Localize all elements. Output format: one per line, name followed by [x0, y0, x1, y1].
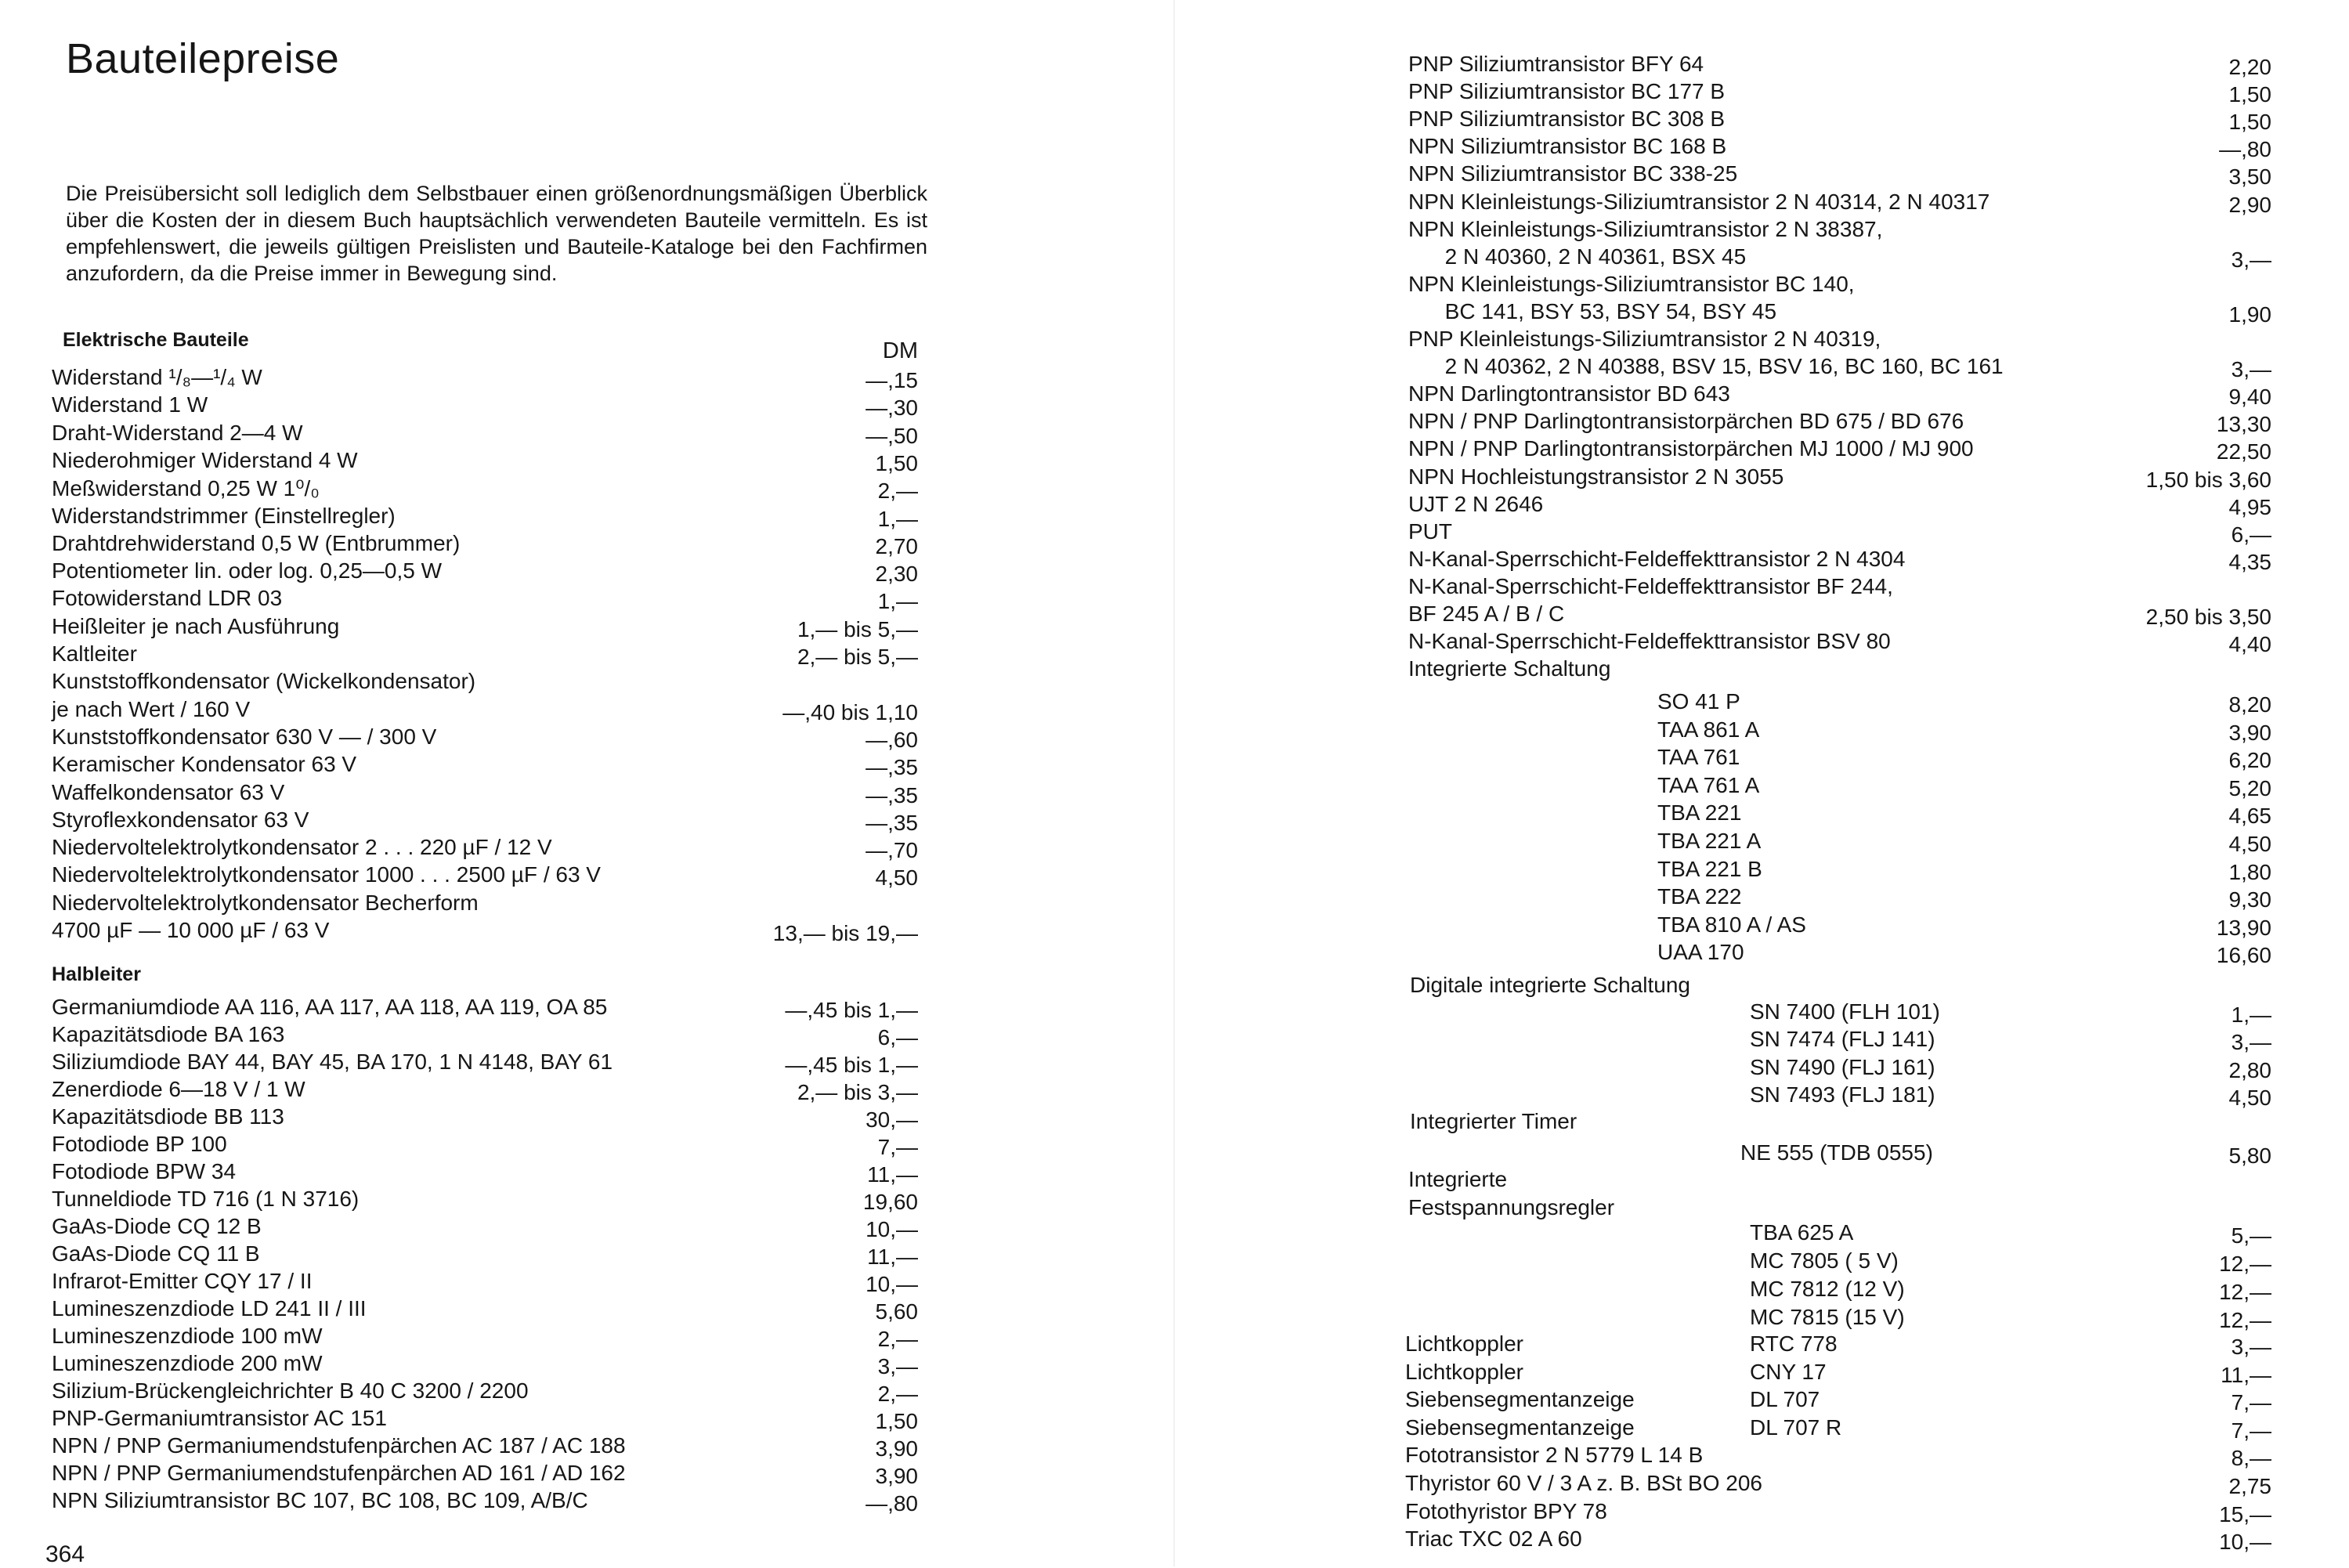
part-row — [52, 1104, 918, 1133]
part-price: 8,20 — [2228, 692, 2271, 717]
part-label: Fotothyristor BPY 78 — [1405, 1498, 1607, 1523]
part-row — [1405, 1499, 2271, 1527]
part-row — [1408, 244, 2271, 273]
part-price: 2,— bis 3,— — [797, 1080, 918, 1104]
part-label: Widerstandstrimmer (Einstellregler) — [52, 503, 396, 528]
part-row — [1408, 464, 2271, 493]
part-price: —,35 — [866, 755, 918, 780]
part-label: Siliziumdiode BAY 44, BAY 45, BA 170, 1 N 4148, BAY 61 — [52, 1050, 613, 1074]
part-label: Thyristor 60 V / 3 A z. B. BSt BO 206 — [1405, 1471, 1762, 1495]
part-label: NPN / PNP Darlingtontransistorpärchen MJ 1000 / MJ 900 — [1408, 436, 1974, 461]
part-label: NPN / PNP Darlingtontransistorpärchen BD 675 / BD 676 — [1408, 409, 1964, 434]
part-label: PUT — [1408, 518, 1452, 544]
part-row — [52, 1132, 918, 1160]
part-row — [52, 1241, 918, 1270]
part-row — [52, 1187, 918, 1215]
timer-heading: Integrierter Timer — [1410, 1109, 1577, 1133]
part-label: Niederohmiger Widerstand 4 W — [52, 447, 358, 472]
part-row — [1750, 1082, 2271, 1111]
part-price: 5,80 — [2228, 1143, 2271, 1168]
part-label: Widerstand ¹/₈—¹/₄ W — [52, 365, 262, 389]
part-label: NPN Siliziumtransistor BC 107, BC 108, BC 109, A/B/C — [52, 1488, 588, 1512]
page-number: 364 — [45, 1541, 85, 1567]
part-label: Kaltleiter — [52, 641, 137, 666]
part-row — [52, 1433, 918, 1461]
part-row — [1405, 1471, 2271, 1499]
part-label: Keramischer Kondensator 63 V — [52, 752, 357, 777]
part-label: TBA 221 B — [1657, 856, 1762, 881]
part-row — [52, 669, 918, 697]
part-label: GaAs-Diode CQ 12 B — [52, 1214, 262, 1238]
part-label: Waffelkondensator 63 V — [52, 779, 285, 804]
part-row — [52, 1022, 918, 1050]
part-price: 10,— — [866, 1217, 918, 1241]
part-row — [1657, 773, 2271, 801]
part-row — [52, 448, 918, 476]
part-price: 5,60 — [875, 1299, 918, 1324]
part-label: Kunststoffkondensator (Wickelkondensator) — [52, 669, 476, 694]
part-row — [52, 1269, 918, 1297]
part-label: Styroflexkondensator 63 V — [52, 807, 309, 832]
digital-ic-heading: Digitale integrierte Schaltung — [1410, 973, 1690, 997]
part-label: Fotodiode BPW 34 — [52, 1159, 237, 1183]
part-label: NPN Siliziumtransistor BC 338-25 — [1408, 161, 1738, 186]
part-label: PNP Siliziumtransistor BC 177 B — [1408, 79, 1726, 104]
part-price: 4,35 — [2228, 549, 2271, 574]
part-row — [52, 1351, 918, 1379]
part-label: Silizium-Brückengleichrichter B 40 C 3200 / 2200 — [52, 1378, 529, 1403]
part-row — [1405, 1415, 2271, 1443]
part-row — [1408, 107, 2271, 135]
part-label: Potentiometer lin. oder log. 0,25—0,5 W — [52, 558, 443, 583]
part-price: 2,20 — [2228, 55, 2271, 79]
part-row — [1408, 656, 2271, 685]
part-row — [52, 891, 918, 919]
part-price: —,35 — [866, 810, 918, 835]
part-label: Germaniumdiode AA 116, AA 117, AA 118, AA 119, OA 85 — [52, 995, 608, 1019]
part-row — [1405, 1331, 2271, 1360]
part-price: 1,50 — [875, 450, 918, 475]
part-label: NPN Hochleistungstransistor 2 N 3055 — [1408, 464, 1784, 489]
part-price: 7,— — [2231, 1390, 2271, 1415]
part-label: PNP-Germaniumtransistor AC 151 — [52, 1406, 387, 1430]
part-price: 3,90 — [875, 1436, 918, 1461]
part-label: Triac TXC 02 A 60 — [1405, 1526, 1582, 1552]
part-row — [52, 614, 918, 642]
part-label: Zenerdiode 6—18 V / 1 W — [52, 1077, 305, 1101]
part-row — [52, 392, 918, 421]
part-label: Lichtkoppler — [1405, 1359, 1523, 1384]
part-row — [1408, 79, 2271, 107]
part-label: MC 7812 (12 V) — [1750, 1277, 1905, 1301]
part-price: —,35 — [866, 782, 918, 807]
part-row — [52, 807, 918, 836]
part-row — [52, 586, 918, 614]
part-row — [52, 1324, 918, 1352]
part-price: 11,— — [2221, 1362, 2271, 1387]
part-row — [1405, 1360, 2271, 1388]
part-label: SN 7493 (FLJ 181) — [1750, 1082, 1935, 1107]
part-price: 3,90 — [2228, 720, 2271, 745]
part-row — [1657, 884, 2271, 912]
part-price: 3,— — [2231, 357, 2271, 382]
part-row — [52, 835, 918, 863]
part-label: Integrierte Schaltung — [1408, 656, 1611, 681]
part-price: 13,— bis 19,— — [772, 921, 918, 945]
part-price: 16,60 — [2216, 943, 2271, 968]
part-row — [1750, 1220, 2271, 1248]
part-label: TAA 761 — [1657, 745, 1740, 770]
part-label: BC 141, BSY 53, BSY 54, BSY 45 — [1408, 298, 1777, 323]
part-row — [52, 780, 918, 808]
part-price: 4,95 — [2228, 494, 2271, 519]
part-price: —,30 — [866, 396, 918, 421]
part-price: —,60 — [866, 727, 918, 752]
part-price: 1,— bis 5,— — [797, 616, 918, 641]
section-heading-semiconductors: Halbleiter — [52, 963, 141, 985]
part-row — [1408, 272, 2271, 300]
part-row — [1750, 1055, 2271, 1083]
part-label: 2 N 40362, 2 N 40388, BSV 15, BSV 16, BC 160, BC 161 — [1408, 354, 2004, 379]
part-row — [1408, 190, 2271, 218]
part-label: Fotowiderstand LDR 03 — [52, 586, 283, 611]
part-label: TBA 221 — [1657, 800, 1742, 826]
part-price: 10,— — [866, 1272, 918, 1296]
part-row — [52, 697, 918, 725]
part-price: —,80 — [2219, 137, 2271, 162]
part-row — [52, 862, 918, 891]
part-price: 1,50 — [875, 1409, 918, 1433]
part-label: NPN / PNP Germaniumendstufenpärchen AC 187 / AC 188 — [52, 1433, 626, 1458]
part-row — [1408, 134, 2271, 162]
part-row — [1657, 689, 2271, 717]
part-label: Lumineszenzdiode 100 mW — [52, 1324, 323, 1348]
part-price: 8,— — [2231, 1446, 2271, 1471]
part-price: 10,— — [2219, 1530, 2271, 1555]
part-row — [52, 558, 918, 587]
part-row — [1657, 745, 2271, 773]
part-label: NPN Kleinleistungs-Siliziumtransistor BC 140, — [1408, 271, 1855, 296]
part-row — [1408, 381, 2271, 410]
part-label: SO 41 P — [1657, 689, 1740, 714]
part-price: 4,50 — [2228, 832, 2271, 856]
left-page — [0, 0, 1175, 1566]
part-row — [52, 1159, 918, 1187]
currency-header: DM — [882, 338, 918, 363]
part-row — [1750, 1277, 2271, 1305]
part-label: Kapazitätsdiode BA 163 — [52, 1022, 285, 1046]
part-price: 5,— — [2231, 1223, 2271, 1248]
part-label: je nach Wert / 160 V — [52, 696, 251, 721]
part-row — [1750, 1027, 2271, 1055]
part-type: RTC 778 — [1750, 1331, 1838, 1356]
part-row — [52, 724, 918, 753]
part-row — [1750, 999, 2271, 1028]
part-row — [52, 1461, 918, 1489]
part-price: 1,50 — [2228, 82, 2271, 107]
part-label: MC 7805 ( 5 V) — [1750, 1248, 1899, 1273]
part-label: UJT 2 N 2646 — [1408, 491, 1544, 516]
part-row — [1408, 52, 2271, 80]
part-price: 1,— — [2231, 1003, 2271, 1027]
part-label: PNP Siliziumtransistor BFY 64 — [1408, 52, 1704, 76]
part-label: Fotodiode BP 100 — [52, 1132, 227, 1156]
part-row — [52, 421, 918, 449]
part-type: DL 707 R — [1750, 1414, 1842, 1440]
part-price: 11,— — [867, 1162, 918, 1187]
part-label: Lumineszenzdiode LD 241 II / III — [52, 1296, 367, 1321]
part-row — [1408, 436, 2271, 464]
part-price: 7,— — [2231, 1418, 2271, 1443]
page-title: Bauteilepreise — [66, 35, 340, 82]
part-row — [52, 475, 918, 504]
part-label: N-Kanal-Sperrschicht-Feldeffekttransistor 2 N 4304 — [1408, 546, 1906, 571]
part-label: TAA 861 A — [1657, 717, 1760, 742]
section-heading-electrical: Elektrische Bauteile — [63, 329, 249, 351]
part-label: Lichtkoppler — [1405, 1331, 1523, 1356]
part-row — [1657, 717, 2271, 746]
part-price: 6,20 — [2228, 748, 2271, 773]
part-row — [1405, 1526, 2271, 1555]
part-row — [1750, 1248, 2271, 1277]
part-price: 12,— — [2219, 1308, 2271, 1332]
part-label: SN 7400 (FLH 101) — [1750, 999, 1940, 1024]
part-row — [1657, 800, 2271, 829]
part-label: TBA 625 A — [1750, 1220, 1854, 1245]
part-label: Niedervoltelektrolytkondensator 1000 . . . 2500 µF / 63 V — [52, 862, 601, 887]
part-price: 13,90 — [2216, 915, 2271, 940]
part-label: Heißleiter je nach Ausführung — [52, 613, 340, 638]
part-label: N-Kanal-Sperrschicht-Feldeffekttransistor BSV 80 — [1408, 629, 1891, 654]
part-price: 3,50 — [2228, 164, 2271, 190]
part-label: NPN Kleinleistungs-Siliziumtransistor 2 N 38387, — [1408, 216, 1883, 241]
part-label: TBA 810 A / AS — [1657, 912, 1806, 937]
part-type: CNY 17 — [1750, 1359, 1827, 1384]
part-price: 4,65 — [2228, 804, 2271, 829]
intro-paragraph: Die Preisübersicht soll lediglich dem Selbstbauer einen größenordnungsmäßigen Überblick über die Kosten der in diesem Buch hauptsächlich verwendeten Bauteile vermitteln. Es ist empfehlenswert, die jeweils gültigen Preislisten und Bauteile-Kataloge bei den Fachfirmen anzufordern, da die Preise immer in Bewegung sind. — [66, 182, 927, 285]
part-label: Meßwiderstand 0,25 W 1⁰/₀ — [52, 476, 320, 501]
part-row — [52, 995, 918, 1023]
part-price: 2,75 — [2228, 1474, 2271, 1498]
timer-row — [1740, 1140, 2271, 1169]
part-price: 3,— — [2231, 1030, 2271, 1055]
part-row — [52, 1077, 918, 1105]
part-price: 3,— — [2231, 247, 2271, 272]
part-label: Niedervoltelektrolytkondensator Becherform — [52, 890, 479, 915]
part-label: NPN / PNP Germaniumendstufenpärchen AD 161 / AD 162 — [52, 1461, 626, 1485]
part-label: Fototransistor 2 N 5779 L 14 B — [1405, 1443, 1704, 1468]
part-label: Lumineszenzdiode 200 mW — [52, 1351, 323, 1375]
part-label: SN 7474 (FLJ 141) — [1750, 1027, 1935, 1052]
part-price: 12,— — [2219, 1252, 2271, 1276]
part-price: 6,— — [2231, 522, 2271, 547]
part-row — [1408, 574, 2271, 602]
part-label: TBA 222 — [1657, 884, 1742, 909]
part-row — [1408, 354, 2271, 382]
part-price: 6,— — [877, 1025, 918, 1050]
part-price: 2,50 bis 3,50 — [2145, 605, 2271, 629]
part-price: 5,20 — [2228, 775, 2271, 800]
part-row — [52, 641, 918, 670]
part-label: PNP Kleinleistungs-Siliziumtransistor 2 N 40319, — [1408, 327, 1881, 351]
part-price: —,45 bis 1,— — [785, 1053, 918, 1077]
part-row — [1408, 547, 2271, 575]
part-row — [1405, 1443, 2271, 1471]
part-price: —,80 — [866, 1491, 918, 1516]
part-label: Niedervoltelektrolytkondensator 2 . . . 220 µF / 12 V — [52, 835, 552, 860]
part-row — [52, 918, 918, 946]
part-price: 3,— — [877, 1354, 918, 1378]
part-label: UAA 170 — [1657, 940, 1744, 965]
part-row — [1408, 327, 2271, 355]
part-row — [1408, 492, 2271, 520]
part-label: Siebensegmentanzeige — [1405, 1414, 1635, 1440]
part-price: 2,— bis 5,— — [797, 645, 918, 669]
part-price: 2,80 — [2228, 1057, 2271, 1082]
part-price: 22,50 — [2216, 439, 2271, 464]
part-label: BF 245 A / B / C — [1408, 602, 1565, 626]
right-page — [1175, 0, 2349, 1566]
part-row — [52, 1050, 918, 1078]
part-label: NE 555 (TDB 0555) — [1740, 1140, 1933, 1165]
part-price: 4,50 — [875, 865, 918, 891]
part-row — [1657, 857, 2271, 885]
part-label: Drahtdrehwiderstand 0,5 W (Entbrummer) — [52, 530, 461, 555]
part-row — [1408, 409, 2271, 437]
part-price: 2,90 — [2228, 192, 2271, 217]
part-label: SN 7490 (FLJ 161) — [1750, 1054, 1935, 1079]
part-price: 7,— — [877, 1135, 918, 1159]
part-price: 11,— — [867, 1245, 918, 1269]
part-row — [52, 365, 918, 393]
part-label: PNP Siliziumtransistor BC 308 B — [1408, 107, 1726, 132]
part-label: GaAs-Diode CQ 11 B — [52, 1241, 260, 1266]
part-price: 2,— — [877, 479, 918, 504]
part-price: 12,— — [2219, 1280, 2271, 1304]
part-label: NPN Siliziumtransistor BC 168 B — [1408, 134, 1727, 159]
part-row — [52, 752, 918, 780]
part-row — [1657, 912, 2271, 941]
part-row — [1657, 940, 2271, 968]
part-price: 1,50 — [2228, 110, 2271, 135]
part-row — [1408, 161, 2271, 190]
part-price: 9,30 — [2228, 887, 2271, 912]
part-row — [1750, 1305, 2271, 1333]
part-row — [52, 1378, 918, 1407]
part-row — [52, 1214, 918, 1242]
part-label: Infrarot-Emitter CQY 17 / II — [52, 1269, 313, 1293]
part-price: 9,40 — [2228, 385, 2271, 410]
part-label: Kunststoffkondensator 630 V — / 300 V — [52, 724, 437, 749]
part-label: 4700 µF — 10 000 µF / 63 V — [52, 918, 330, 942]
part-row — [52, 1296, 918, 1324]
part-label: N-Kanal-Sperrschicht-Feldeffekttransistor BF 244, — [1408, 573, 1893, 598]
part-label: 2 N 40360, 2 N 40361, BSX 45 — [1408, 244, 1747, 269]
part-row — [1408, 629, 2271, 657]
part-row — [52, 1406, 918, 1434]
part-label: Kapazitätsdiode BB 113 — [52, 1104, 284, 1129]
part-price: 15,— — [2219, 1501, 2271, 1526]
part-price: 1,90 — [2228, 302, 2271, 327]
part-price: 1,— — [877, 589, 918, 614]
part-type: DL 707 — [1750, 1387, 1820, 1412]
part-row — [1408, 299, 2271, 327]
part-price: 1,50 bis 3,60 — [2145, 467, 2271, 492]
part-label: Tunneldiode TD 716 (1 N 3716) — [52, 1187, 360, 1211]
part-price: 19,60 — [862, 1190, 918, 1214]
part-price: 2,70 — [875, 533, 918, 558]
part-price: 4,40 — [2228, 632, 2271, 657]
part-row — [52, 1488, 918, 1516]
part-price: —,15 — [866, 368, 918, 392]
part-price: 3,— — [2231, 1335, 2271, 1359]
regulator-heading-line2: Festspannungsregler — [1408, 1195, 1615, 1219]
part-price: 2,— — [877, 1382, 918, 1406]
part-label: Siebensegmentanzeige — [1405, 1387, 1635, 1412]
part-price: 2,— — [877, 1327, 918, 1351]
part-row — [1408, 217, 2271, 245]
regulator-heading-line1: Integrierte — [1408, 1167, 1508, 1191]
part-price: —,45 bis 1,— — [785, 998, 918, 1022]
part-price: 1,— — [877, 506, 918, 531]
part-row — [52, 504, 918, 532]
part-label: TAA 761 A — [1657, 772, 1760, 797]
part-price: 30,— — [866, 1107, 918, 1132]
part-label: MC 7815 (15 V) — [1750, 1305, 1905, 1329]
part-label: Widerstand 1 W — [52, 392, 208, 417]
part-label: NPN Darlingtontransistor BD 643 — [1408, 381, 1730, 406]
part-row — [52, 531, 918, 559]
part-price: 2,30 — [875, 562, 918, 587]
part-row — [1657, 829, 2271, 857]
part-row — [1405, 1387, 2271, 1415]
part-row — [1408, 519, 2271, 547]
part-price: —,40 bis 1,10 — [782, 699, 918, 724]
part-price: —,70 — [866, 838, 918, 863]
part-price: 1,80 — [2228, 859, 2271, 884]
part-price: 3,90 — [875, 1464, 918, 1488]
part-row — [1408, 602, 2271, 630]
part-label: Draht-Widerstand 2—4 W — [52, 420, 303, 445]
part-label: TBA 221 A — [1657, 829, 1762, 853]
part-price: —,50 — [866, 423, 918, 448]
part-label: NPN Kleinleistungs-Siliziumtransistor 2 N 40314, 2 N 40317 — [1408, 189, 1990, 214]
part-price: 13,30 — [2216, 412, 2271, 437]
part-price: 4,50 — [2228, 1085, 2271, 1110]
